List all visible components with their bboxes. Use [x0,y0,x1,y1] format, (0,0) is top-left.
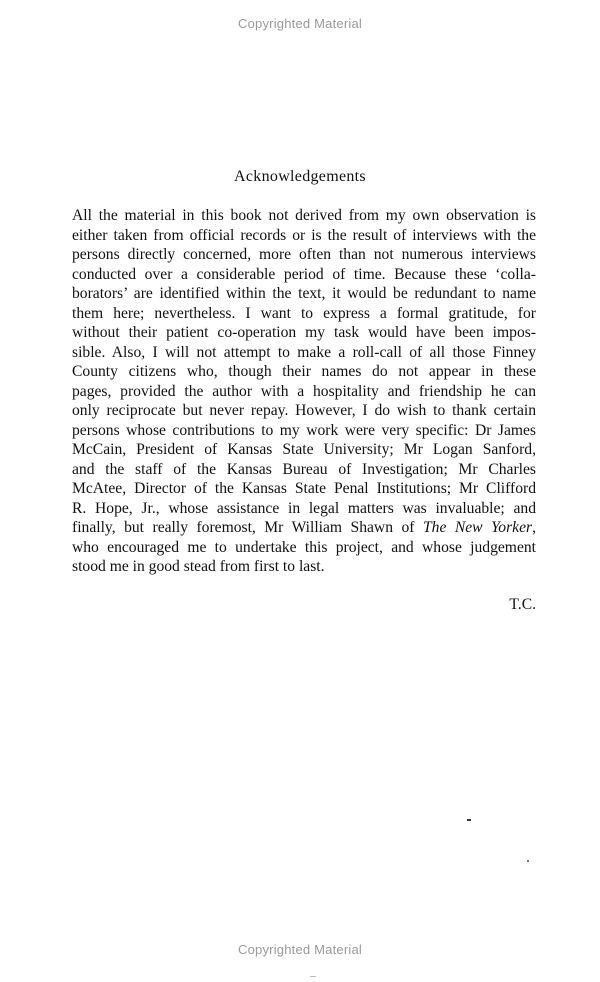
scan-speck [310,976,316,977]
scan-speck [527,860,529,862]
paragraph-line-16: R. Hope, Jr., whose assistance in legal matters was invaluable; and [72,499,536,517]
paragraph-line-14: and the staff of the Kansas Bureau of Investigation; Mr Charles [72,460,536,478]
paragraph-line-19: stood me in good stead from first to last. [72,558,325,575]
paragraph-line-4: conducted over a considerable period of time. Because these ‘colla- [72,265,536,283]
watermark-top: Copyrighted Material [238,16,362,31]
line-17-suffix: , [532,519,536,536]
paragraph-line-12: persons whose contributions to my work were very specific: Dr James [72,421,536,439]
watermark-bottom: Copyrighted Material [238,942,362,957]
paragraph-line-5: borators’ are identified within the text, it would be redundant to name [72,285,536,302]
paragraph-line-3: persons directly concerned, more often than not numerous interviews [72,246,536,263]
author-initials: T.C. [509,596,536,613]
paragraph-line-11: only reciprocate but never repay. However, I do wish to thank certain [72,402,536,419]
paragraph-line-9: County citizens who, though their names do not appear in these [72,363,536,380]
paragraph-line-6: them here; nevertheless. I want to express a formal gratitude, for [72,304,536,322]
paragraph-line-2: either taken from official records or is the result of interviews with the [72,226,536,244]
scan-speck [467,819,471,821]
paragraph-line-7: without their patient co-operation my task would have been impos- [72,324,536,341]
page-heading: Acknowledgements [234,168,366,185]
paragraph-line-1: All the material in this book not derived from my own observation is [72,207,536,224]
paragraph-line-15: McAtee, Director of the Kansas State Penal Institutions; Mr Clifford [72,480,536,497]
acknowledgements-paragraph [72,206,536,577]
magazine-title: The New Yorker [422,519,533,536]
paragraph-line-18: who encouraged me to undertake this project, and whose judgement [72,538,536,556]
paragraph-line-17 [72,518,536,538]
paragraph-line-13: McCain, President of Kansas State University; Mr Logan Sanford, [72,441,536,458]
line-17-prefix: finally, but really foremost, Mr William Shawn of [72,519,423,536]
paragraph-line-10: pages, provided the author with a hospitality and friendship he can [72,382,536,400]
paragraph-line-8: sible. Also, I will not attempt to make a roll-call of all those Finney [72,343,536,361]
